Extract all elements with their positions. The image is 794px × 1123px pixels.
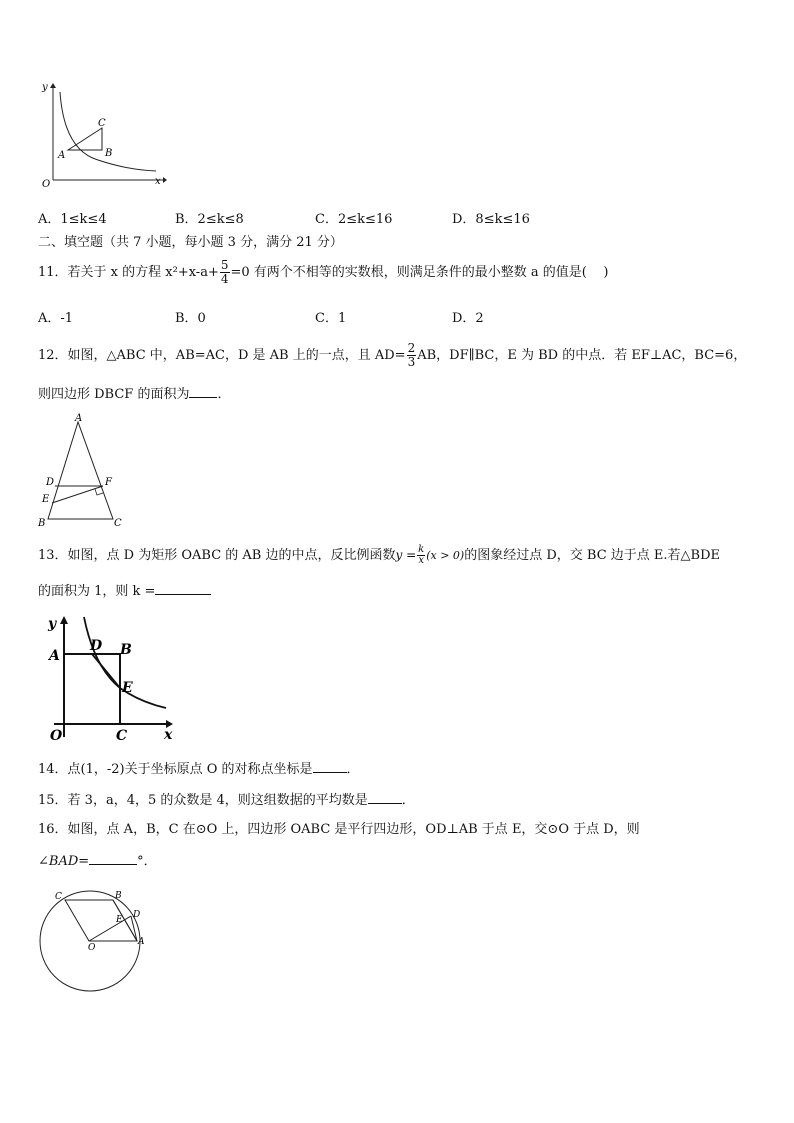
- q10-option-d[interactable]: D．8≤k≤16: [452, 212, 530, 227]
- q13-label-x: x: [164, 727, 173, 743]
- q10-label-y: y: [42, 82, 48, 93]
- q12-answer-blank[interactable]: [189, 385, 217, 398]
- q11-frac-num: 5: [220, 258, 229, 272]
- q10-option-b[interactable]: B．2≤k≤8: [175, 212, 244, 227]
- q16-label-c: C: [55, 892, 62, 902]
- q12-label-a: A: [75, 413, 83, 424]
- q16-figure: [36, 886, 156, 992]
- q11-prefix: 11．若关于 x 的方程 x²+x-a+: [38, 265, 219, 280]
- q11-option-a[interactable]: A．-1: [38, 311, 74, 326]
- q10-option-c[interactable]: C．2≤k≤16: [315, 212, 393, 227]
- q11-stem: [38, 256, 608, 290]
- q13-label-a: A: [49, 648, 60, 664]
- q12-figure: [34, 412, 130, 530]
- q11-option-c[interactable]: C．1: [315, 311, 347, 326]
- q12-frac-num: 2: [407, 341, 416, 355]
- q12-stem: [38, 339, 746, 373]
- q10-label-c: C: [98, 118, 106, 129]
- q12-label-e: E: [42, 494, 50, 505]
- q13-line2-text: 的面积为 1，则 k =: [38, 584, 156, 599]
- q14-answer-blank[interactable]: [313, 760, 347, 773]
- q14-stem: [38, 760, 360, 779]
- q12-prefix: 12．如图，△ABC 中，AB=AC，D 是 AB 上的一点，且 AD=: [38, 348, 406, 363]
- q10-label-a: A: [58, 150, 66, 161]
- q12-frac-den: 3: [407, 355, 416, 369]
- q12-line2-end: ．: [217, 387, 231, 402]
- q11-options: [38, 307, 758, 325]
- q13-stem: [38, 537, 720, 573]
- q13-figure: [40, 612, 180, 744]
- q13-label-c: C: [116, 728, 128, 744]
- q11-frac-den: 4: [220, 272, 229, 286]
- q12-line2: [38, 385, 230, 404]
- q15-answer-blank[interactable]: [368, 791, 402, 804]
- q13-label-d: D: [90, 638, 103, 654]
- q16-answer-blank[interactable]: [89, 852, 137, 865]
- q10-label-x: x: [155, 176, 161, 187]
- q16-label-b: B: [115, 891, 122, 901]
- q13-line2: [38, 582, 211, 601]
- q13-frac-den: x: [418, 555, 424, 566]
- q12-suffix: AB，DF∥BC，E 为 BD 的中点．若 EF⊥AC，BC=6，: [417, 348, 747, 363]
- q16-line2-end: °．: [137, 854, 157, 869]
- q16-line2: [38, 852, 157, 871]
- q13-suffix: 的图象经过点 D，交 BC 边于点 E.若△BDE: [464, 548, 720, 563]
- q10-option-a[interactable]: A．1≤k≤4: [38, 212, 107, 227]
- q15-text: 15．若 3，a，4，5 的众数是 4，则这组数据的平均数是: [38, 793, 368, 808]
- q14-text: 14．点(1，-2)关于坐标原点 O 的对称点坐标是: [38, 762, 313, 777]
- q13-label-b: B: [120, 642, 132, 658]
- q16-stem: 16．如图，点 A，B，C 在⊙O 上，四边形 OABC 是平行四边形，OD⊥AB 于点 E，交⊙O 于点 D，则: [38, 822, 640, 837]
- q15-end: ．: [401, 793, 415, 808]
- q13-label-e: E: [122, 680, 133, 696]
- q10-label-o: O: [42, 179, 51, 190]
- q16-label-d: D: [133, 910, 141, 920]
- q11-suffix: =0 有两个不相等的实数根，则满足条件的最小整数 a 的值是( ): [230, 265, 609, 280]
- q13-label-y: y: [48, 616, 57, 632]
- q11-option-d[interactable]: D．2: [452, 311, 484, 326]
- q10-options: [38, 208, 758, 226]
- q11-fraction: [220, 259, 230, 286]
- q16-line2-text: ∠BAD=: [38, 854, 90, 869]
- q10-label-b: B: [105, 148, 113, 159]
- q15-stem: [38, 791, 415, 810]
- section2-heading: 二、填空题（共 7 小题，每小题 3 分，满分 21 分）: [38, 235, 343, 250]
- q13-func-y: y =: [395, 548, 417, 562]
- q13-frac-num: k: [418, 544, 425, 555]
- q14-end: ．: [346, 762, 360, 777]
- q13-answer-blank[interactable]: [155, 582, 211, 595]
- q12-label-d: D: [46, 477, 55, 488]
- q12-label-b: B: [38, 518, 46, 529]
- q11-option-b[interactable]: B．0: [175, 311, 206, 326]
- q13-prefix: 13．如图，点 D 为矩形 OABC 的 AB 边的中点，反比例函数: [38, 548, 396, 563]
- q12-label-c: C: [114, 518, 122, 529]
- q10-figure: [38, 80, 168, 195]
- q13-condition: (x > 0): [426, 549, 465, 562]
- q12-label-f: F: [105, 477, 112, 488]
- q13-fraction: [417, 545, 425, 566]
- q16-label-o: O: [88, 943, 96, 953]
- q12-line2-text: 则四边形 DBCF 的面积为: [38, 387, 190, 402]
- q13-label-o: O: [50, 728, 63, 744]
- q16-label-e: E: [116, 915, 123, 925]
- q12-fraction: [407, 342, 417, 369]
- q16-label-a: A: [138, 937, 145, 947]
